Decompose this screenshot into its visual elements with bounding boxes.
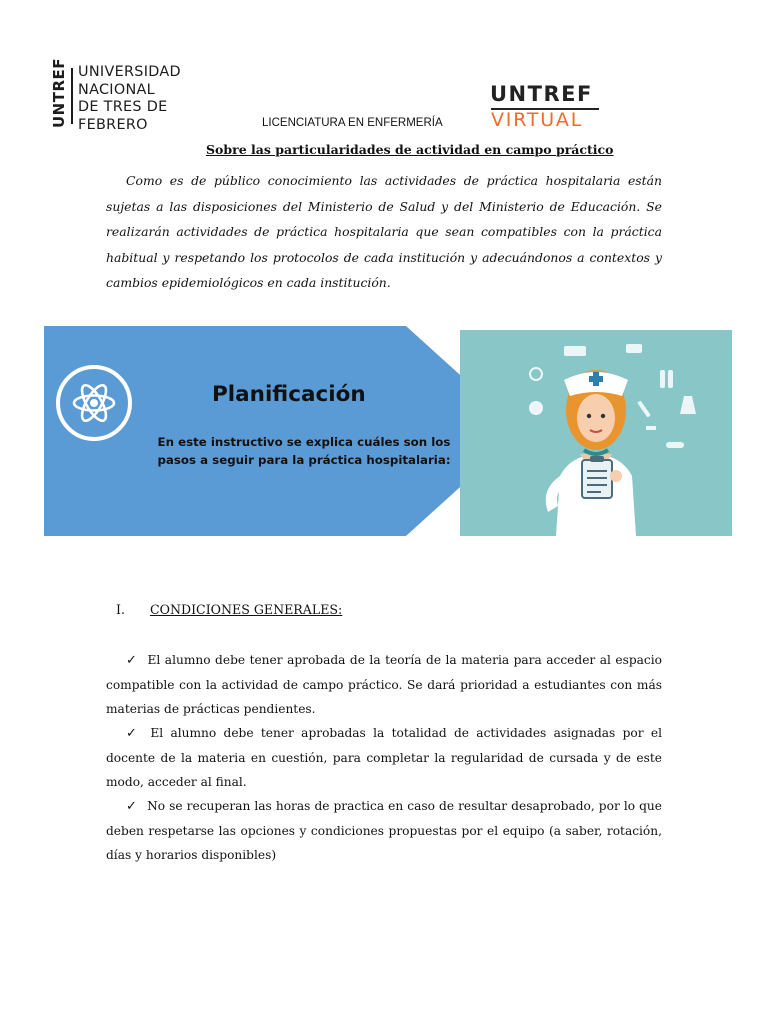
nurse-illustration: [460, 330, 732, 536]
list-item-text: El alumno debe tener aprobada de la teoría de la materia para acceder al espacio compatible con la actividad de campo práctico. Se dará prioridad a estudiantes con más materias de prácticas pendientes.: [106, 653, 662, 716]
list-item: [106, 721, 662, 794]
banner-subtitle: En este instructivo se explica cuáles son los pasos a seguir para la práctica hospitalaria:: [157, 435, 451, 467]
document-title: Sobre las particularidades de actividad en campo práctico: [206, 142, 614, 157]
nurse-illustration-graphic: [460, 330, 732, 536]
virtual-logo-top: UNTREF: [490, 82, 593, 106]
list-item-text: No se recuperan las horas de practica en caso de resultar desaprobado, por lo que deben respetarse las opciones y condiciones propuestas por el equipo (a saber, rotación, días y horarios disponibles): [106, 799, 662, 862]
check-icon: ✓: [126, 726, 141, 741]
list-item: [106, 794, 662, 867]
university-name: [78, 64, 240, 134]
atom-icon-graphic: [60, 369, 128, 437]
untref-vertical-text: UNTREF: [50, 57, 68, 128]
atom-icon: [56, 365, 132, 441]
logo-divider: [71, 68, 73, 124]
conditions-list: [106, 648, 662, 867]
career-label: LICENCIATURA EN ENFERMERÍA: [262, 117, 443, 129]
university-line-1: UNIVERSIDAD: [78, 64, 181, 80]
list-item: [106, 648, 662, 721]
section-number: I.: [116, 602, 125, 617]
intro-text: Como es de público conocimiento las actividades de práctica hospitalaria están sujetas a las disposiciones del Ministerio de Salud y del Ministerio de Educación. Se realizarán actividades de práctica hospitalaria que sean compatibles con la práctica habitual y respetando los protocolos de cada institución y adecuándonos a contextos y cambios epidemiológicos en cada institución.: [106, 173, 662, 290]
untref-logo: [50, 57, 240, 133]
intro-paragraph: [106, 168, 662, 296]
check-icon: ✓: [126, 799, 138, 814]
university-line-2: NACIONAL: [78, 81, 156, 98]
banner-title: Planificación: [212, 382, 366, 407]
university-line-3: DE TRES DE FEBRERO: [78, 99, 168, 133]
list-item-text: El alumno debe tener aprobadas la totalidad de actividades asignadas por el docente de la materia en cuestión, para completar la regularidad de cursada y de este modo, acceder al final.: [106, 726, 662, 789]
untref-virtual-logo: [488, 82, 604, 134]
virtual-logo-bottom: VIRTUAL: [491, 109, 584, 131]
check-icon: ✓: [126, 653, 138, 668]
section-title: CONDICIONES GENERALES:: [150, 602, 343, 617]
